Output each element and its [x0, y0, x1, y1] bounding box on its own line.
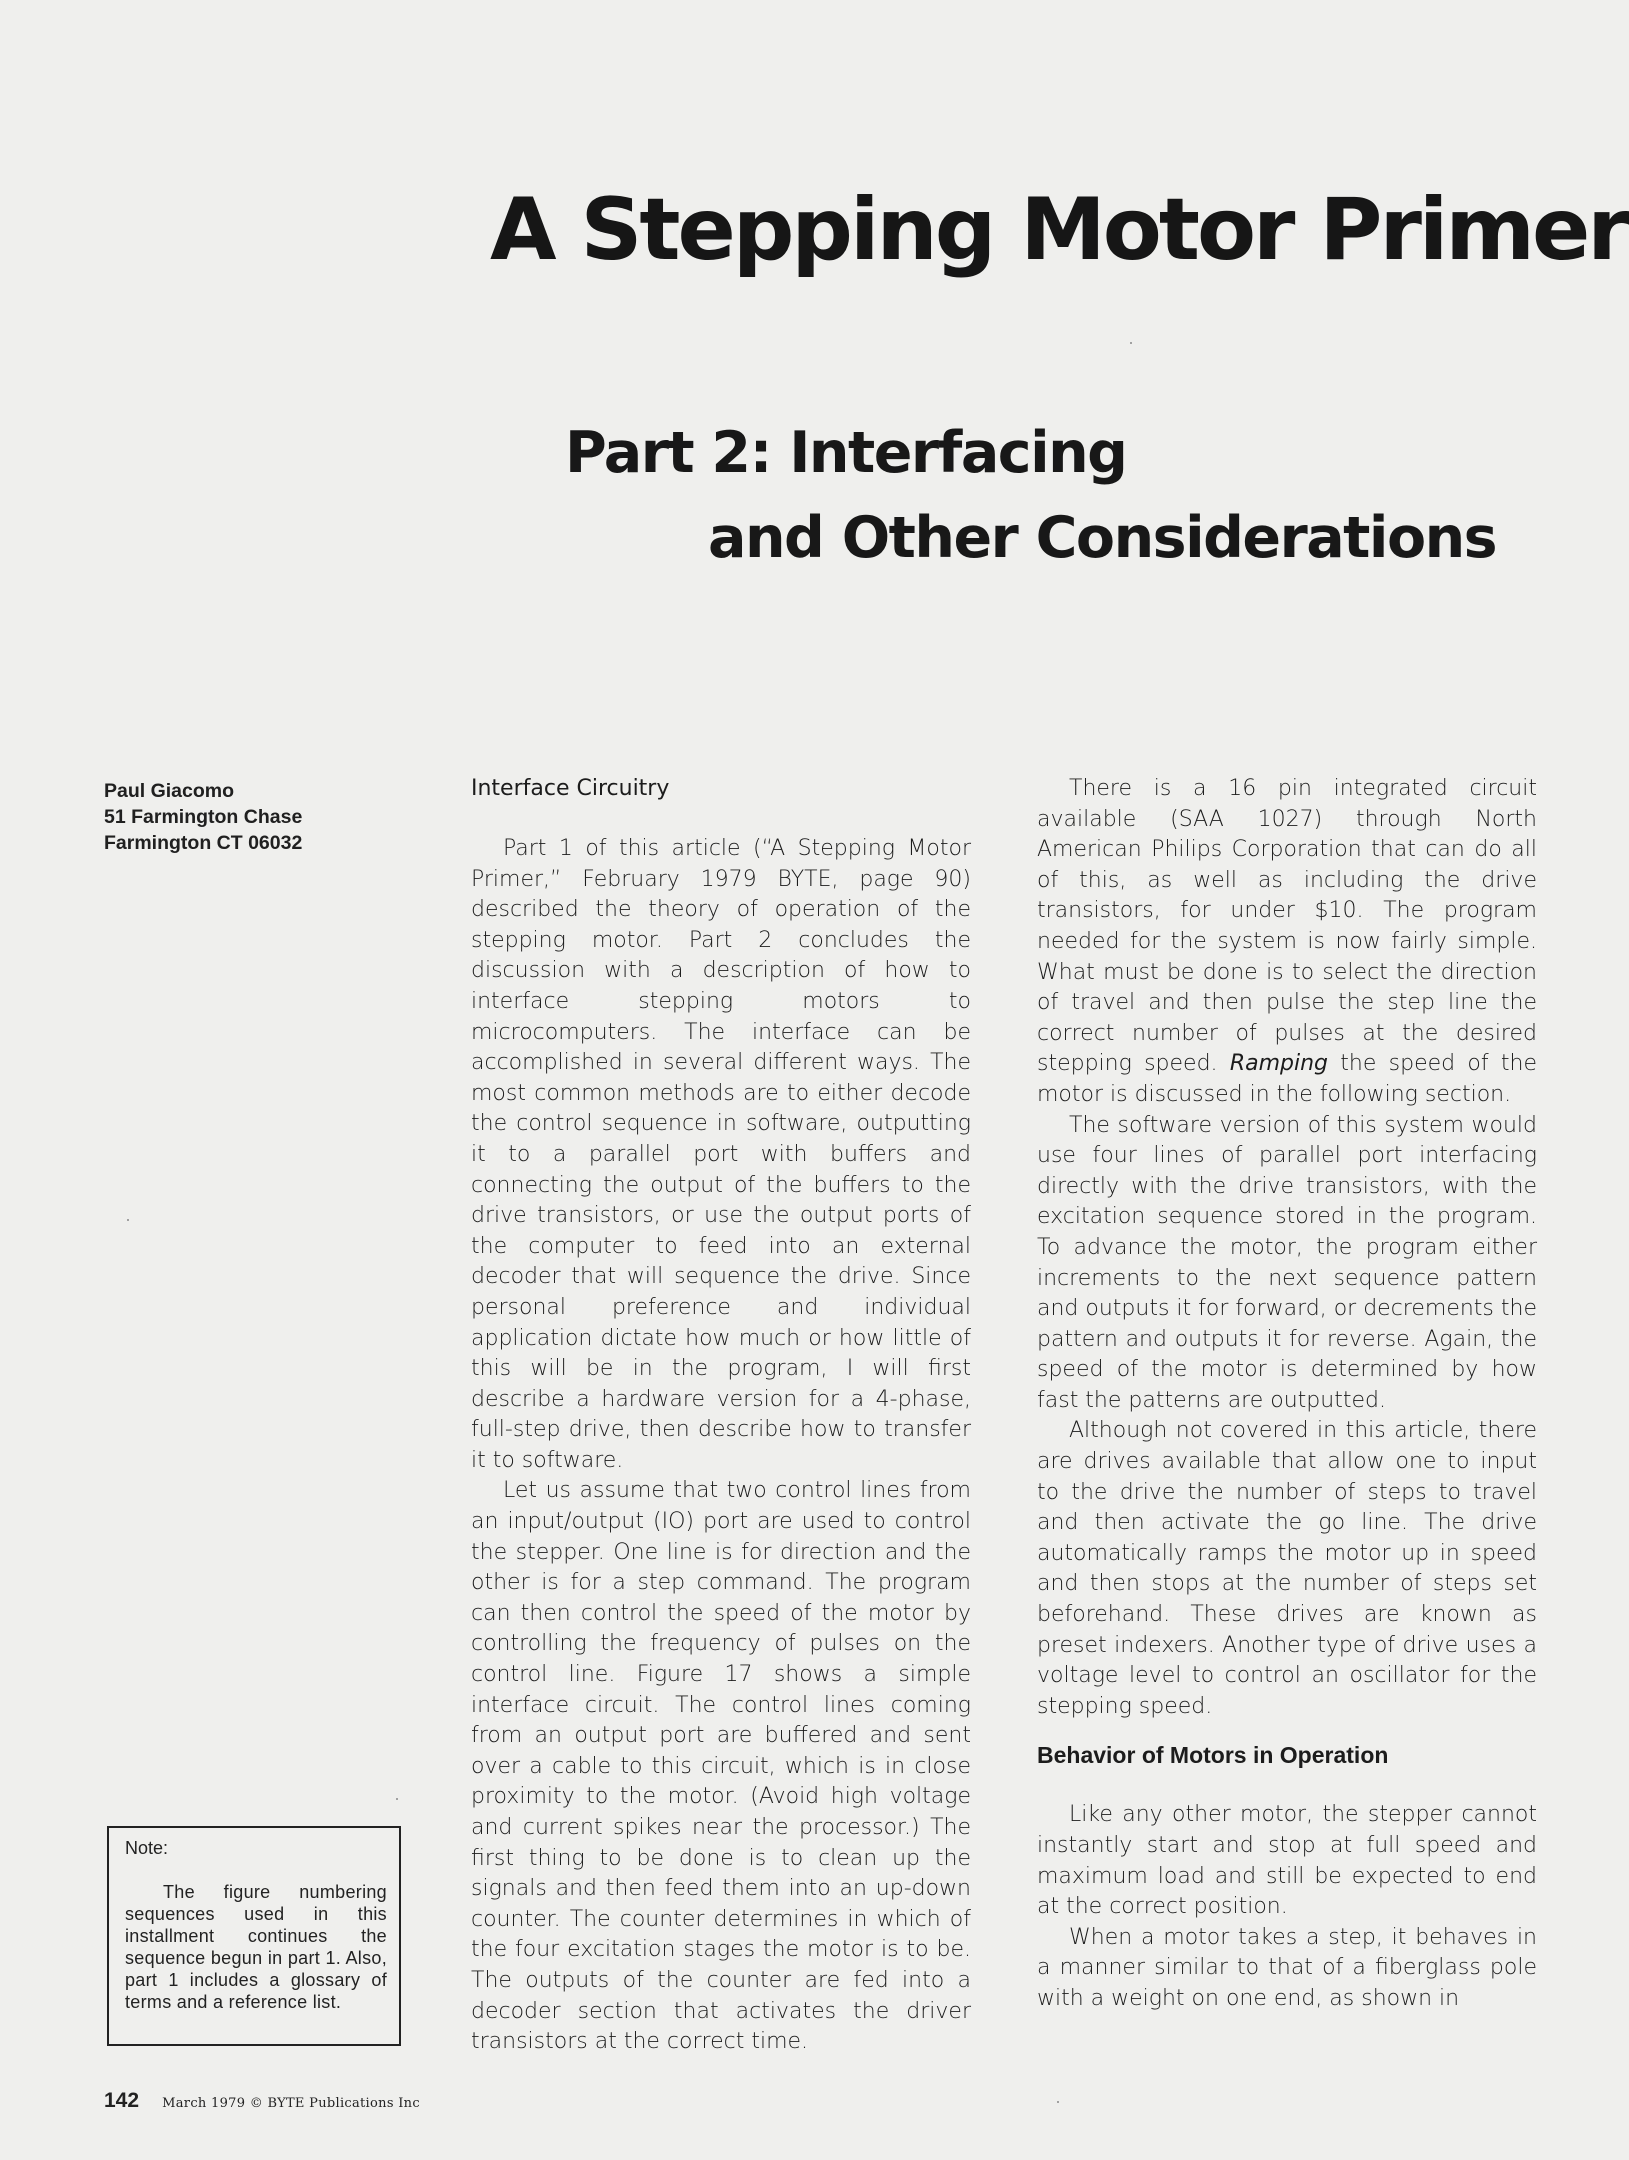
text-column-2 [1037, 774, 1537, 2015]
page-number: 142 [104, 2089, 140, 2112]
scan-speck [1130, 342, 1132, 344]
section-heading-interface-circuitry: Interface Circuitry [471, 776, 670, 801]
author-address-line-2: Farmington CT 06032 [104, 832, 303, 854]
paragraph: Although not covered in this article, there are drives available that allow one to input to the drive the number of steps to travel and then activate the go line. The drive automatically ramps the motor up in speed and then stops at the number of steps set beforehand. These drives are known as preset indexers. Another type of drive uses a voltage level to control an oscillator for the stepping speed. [1037, 1418, 1537, 1719]
paragraph: The software version of this system would use four lines of parallel port interfacing directly with the drive transistors, with the excitation sequence stored in the program. To advance the motor, the program either increments to the next sequence pattern and outputs it for forward, or decrements the pattern and outputs it for reverse. Again, the speed of the motor is determined by how fast the patterns are outputted. [1037, 1112, 1537, 1413]
paragraph: When a motor takes a step, it behaves in a manner similar to that of a fiberglass pole with a weight on one end, as shown in [1037, 1924, 1537, 2011]
page-footer [104, 2089, 420, 2113]
paragraph: Like any other motor, the stepper cannot instantly start and stop at full speed and maximum load and still be expected to end at the correct position. [1037, 1802, 1537, 1920]
scan-speck [127, 1219, 129, 1221]
scan-speck [396, 1798, 398, 1800]
scan-speck [1057, 2101, 1059, 2103]
note-text: The figure numbering sequences used in this installment continues the sequence begun in part 1. Also, part 1 includes a glossary of terms and a reference list. [125, 1882, 387, 2012]
paragraph: Part 1 of this article (“A Stepping Motor Primer,” February 1979 BYTE, page 90) described the theory of operation of the stepping motor. Part 2 concludes the discussion with a description of how to interface stepping motors to microcomputers. The interface can be accomplished in several different ways. The most common methods are to either decode the control sequence in software, outputting it to a parallel port with buffers and connecting the output of the buffers to the drive transistors, or use the output ports of the computer to feed into an external decoder that will sequence the drive. Since personal preference and individual application dictate how much or how little of this will be in the program, I will first describe a hardware version for a 4-phase, full-step drive, then describe how to transfer it to software. [471, 836, 971, 1473]
author-name: Paul Giacomo [104, 780, 235, 802]
paragraph: There is a 16 pin integrated circuit available (SAA 1027) through North American Philips Corporation that can do all of this, as well as including the drive transistors, for under $10. The program needed for the system is now fairly simple. What must be done is to select the direction of travel and then pulse the step line the correct number of pulses at the desired stepping speed. Ramping the speed of the motor is discussed in the following section. [1037, 776, 1537, 1107]
emphasis-ramping: Ramping [1229, 1051, 1329, 1077]
section-heading-behavior-of-motors: Behavior of Motors in Operation [1037, 1742, 1389, 1769]
author-address-line-1: 51 Farmington Chase [104, 806, 303, 828]
note-label: Note: [125, 1838, 169, 1858]
article-subtitle-line-2: and Other Considerations [708, 505, 1497, 571]
author-byline [104, 778, 404, 856]
note-box [107, 1826, 401, 2046]
article-title: A Stepping Motor Primer [490, 180, 1627, 280]
publication-credit: March 1979 © BYTE Publications Inc [162, 2096, 420, 2111]
paragraph: Let us assume that two control lines from an input/output (IO) port are used to control the stepper. One line is for direction and the other is for a step command. The program can then control the speed of the motor by controlling the frequency of pulses on the control line. Figure 17 shows a simple interface circuit. The control lines coming from an output port are buffered and sent over a cable to this circuit, which is in close proximity to the motor. (Avoid high voltage and current spikes near the processor.) The first thing to be done is to clean up the signals and then feed them into an up-down counter. The counter determines in which of the four excitation stages the motor is to be. The outputs of the counter are fed into a decoder section that activates the driver transistors at the correct time. [471, 1478, 971, 2055]
text-column-1 [471, 774, 971, 2058]
article-subtitle-line-1: Part 2: Interfacing [565, 420, 1127, 486]
